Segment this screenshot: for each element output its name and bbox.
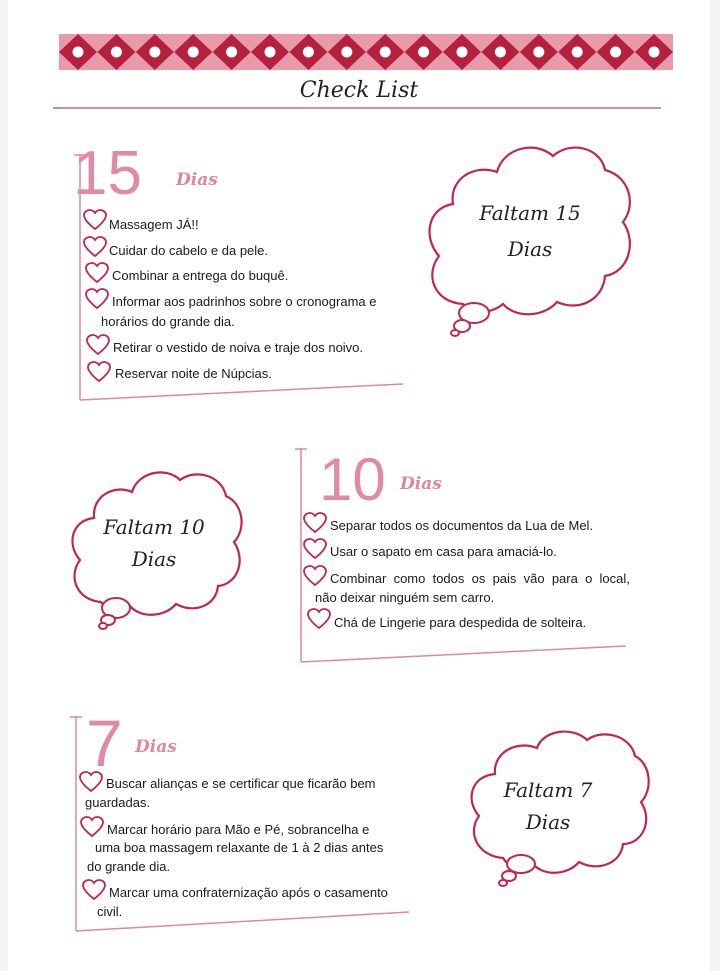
cloud-line-1: Faltam 10	[103, 515, 205, 539]
list-item-text: Separar todos os documentos da Lua de Mel.	[330, 518, 594, 533]
list-item-text: Massagem JÁ!!	[109, 217, 199, 232]
list-item-text: Combinar como todos os pais vão para o local,	[330, 571, 630, 586]
heart-icon	[82, 209, 108, 231]
cloud-line-2: Dias	[131, 547, 177, 571]
section-7-number: 7	[86, 706, 123, 780]
banner-dot	[533, 47, 544, 58]
banner-dot	[380, 47, 391, 58]
heart-icon	[302, 512, 328, 534]
banner-dot	[265, 47, 276, 58]
list-item-text: Chá de Lingerie para despedida de solteira.	[334, 615, 587, 630]
list-item-text-continued: horários do grande dia.	[101, 314, 235, 329]
heart-icon	[306, 608, 332, 630]
list-item-text: Marcar horário para Mão e Pé, sobrancelha e	[107, 822, 370, 837]
heart-icon	[85, 334, 111, 356]
list-item-text: Buscar alianças e se certificar que ficarão bem	[106, 776, 376, 791]
heart-icon	[84, 262, 110, 284]
list-item-text: Combinar a entrega do buquê.	[112, 268, 289, 283]
heart-icon	[78, 771, 104, 793]
cloud-15-text	[460, 195, 600, 267]
section-10-number: 10	[319, 446, 386, 513]
list-item-text: Cuidar do cabelo e da pele.	[109, 243, 269, 258]
section-15-dias-label: Dias	[176, 170, 218, 190]
heart-icon	[302, 565, 328, 587]
list-item-text: Usar o sapato em casa para amaciá-lo.	[330, 544, 557, 559]
banner-dot	[341, 47, 352, 58]
list-item-text: Marcar uma confraternização após o casamento	[109, 885, 388, 900]
cloud-line-1: Faltam 15	[479, 201, 581, 225]
list-item-text-continued: uma boa massagem relaxante de 1 à 2 dias antes	[95, 840, 384, 855]
banner-dot	[188, 47, 199, 58]
list-item-text: Retirar o vestido de noiva e traje dos noivo.	[113, 340, 364, 355]
banner-dot	[610, 47, 621, 58]
heart-icon	[79, 816, 105, 838]
heart-icon	[84, 288, 110, 310]
list-item-text: Reservar noite de Núpcias.	[115, 366, 272, 381]
cloud-10-text	[92, 511, 216, 575]
banner-dot	[418, 47, 429, 58]
diamond-banner	[59, 34, 673, 70]
heart-icon	[302, 538, 328, 560]
page-title: Check List	[299, 78, 419, 103]
list-item-text-continued: civil.	[97, 904, 123, 919]
title-divider	[53, 107, 661, 109]
list-item-text-continued: do grande dia.	[87, 859, 171, 874]
banner-dot	[73, 47, 84, 58]
cloud-7-text	[488, 774, 608, 838]
banner-dot	[572, 47, 583, 58]
section-10-dias-label: Dias	[400, 474, 442, 494]
heart-icon	[86, 361, 112, 383]
banner-dot	[495, 47, 506, 58]
banner-dot	[111, 47, 122, 58]
cloud-line-1: Faltam 7	[503, 778, 593, 802]
banner-dot	[457, 47, 468, 58]
list-item-text-continued: guardadas.	[85, 795, 151, 810]
banner-dot	[226, 47, 237, 58]
list-item-text: Informar aos padrinhos sobre o cronograma e	[112, 294, 377, 309]
section-7-dias-label: Dias	[135, 737, 177, 757]
section-15-number: 15	[73, 139, 142, 208]
document-page	[8, 0, 710, 971]
banner-dot	[149, 47, 160, 58]
heart-icon	[81, 879, 107, 901]
heart-icon	[82, 236, 108, 258]
cloud-line-2: Dias	[507, 237, 553, 261]
list-item-text-continued: não deixar ninguém sem carro.	[315, 590, 495, 605]
banner-dot	[649, 47, 660, 58]
banner-dot	[303, 47, 314, 58]
cloud-line-2: Dias	[525, 810, 571, 834]
